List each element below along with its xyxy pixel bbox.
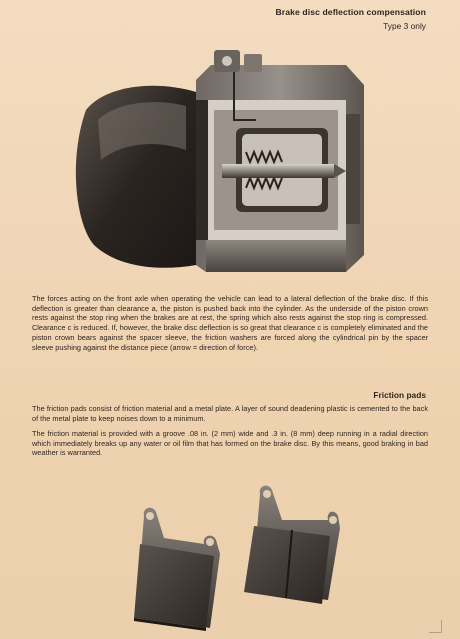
page-title: Brake disc deflection compensation [275, 7, 426, 17]
friction-pads-paragraph-1: The friction pads consist of friction material and a metal plate. A layer of sound deadening plastic is cemented to the back of the metal plate to keep noises down to a minimum. [32, 404, 428, 423]
friction-pads-illustration [132, 480, 342, 632]
rear-friction-pad [244, 486, 340, 604]
deflection-paragraph: The forces acting on the front axle when operating the vehicle can lead to a lateral deflection of the brake disc. If this deflection is greater than clearance a, the piston is pushed back into the cylinder. As the underside of the piston crown rests against the stop ring when the brakes are at rest, the spring which also rests against the stop ring is compressed. Clearance c is reduced. If, however, the brake disc deflection is so great that clearance c is completely eliminated and the piston crown bears against the spacer sleeve, the friction washers are forced along the cylindrical pin by the spacer sleeve pushing against the distance piece (arrow = direction of force). [32, 294, 428, 352]
page-corner-mark [429, 620, 442, 633]
friction-pads-heading: Friction pads [373, 390, 426, 400]
page-subtitle: Type 3 only [383, 21, 426, 31]
front-friction-pad [134, 508, 220, 631]
caliper-cutaway-illustration [46, 40, 386, 290]
friction-pads-paragraph-2: The friction material is provided with a groove .08 in. (2 mm) wide and .3 in. (8 mm) deep running in a radial direction which immediately breaks up any water or oil film that has formed on the brake disc. By this means, good braking in bad weather is warranted. [32, 429, 428, 458]
